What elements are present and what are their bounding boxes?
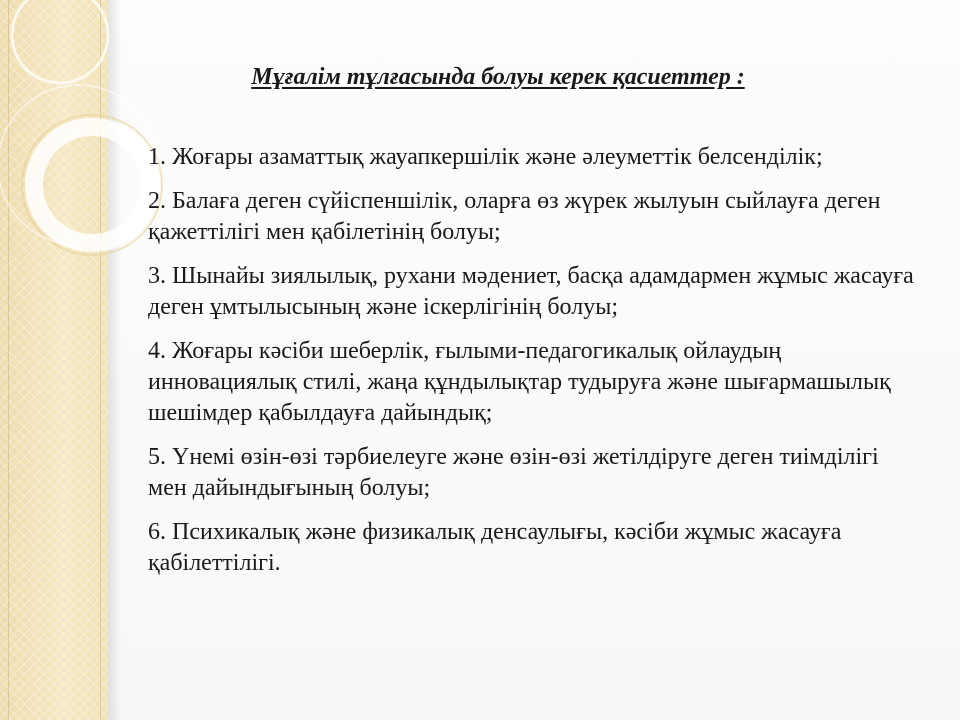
list-item: 5. Үнемі өзін-өзі тәрбиелеуге және өзін-өзі жетілдіруге деген тиімділігі мен дайындығының болуы;	[148, 444, 879, 501]
decorative-ring-icon	[0, 85, 158, 245]
list-item: 2. Балаға деген сүйіспеншілік, оларға өз жүрек жылуын сыйлауға деген қажеттілігі мен қабілетінің болуы;	[148, 188, 881, 245]
decorative-ring-icon	[34, 127, 150, 243]
list-item: 3. Шынайы зиялылық, рухани мәдениет, басқа адамдармен жұмыс жасауға деген ұмтылысының және іскерлігінің болуы;	[148, 263, 914, 320]
qualities-list	[148, 142, 918, 592]
list-item: 4. Жоғары кәсіби шеберлік, ғылыми-педагогикалық ойлаудың инновациялық стилі, жаңа құндылықтар тудыруға және шығармашылық шешімдер қабылдауға дайындық;	[148, 338, 891, 426]
slide-content	[148, 0, 918, 720]
decorative-ring-icon	[12, 0, 108, 83]
list-item: 6. Психикалық және физикалық денсаулығы, кәсіби жұмыс жасауға қабілеттілігі.	[148, 519, 842, 576]
slide-title: Мұғалім тұлғасында болуы керек қасиеттер :	[251, 64, 745, 90]
list-item: 1. Жоғары азаматтық жауапкершілік және әлеуметтік белсенділік;	[148, 144, 823, 170]
